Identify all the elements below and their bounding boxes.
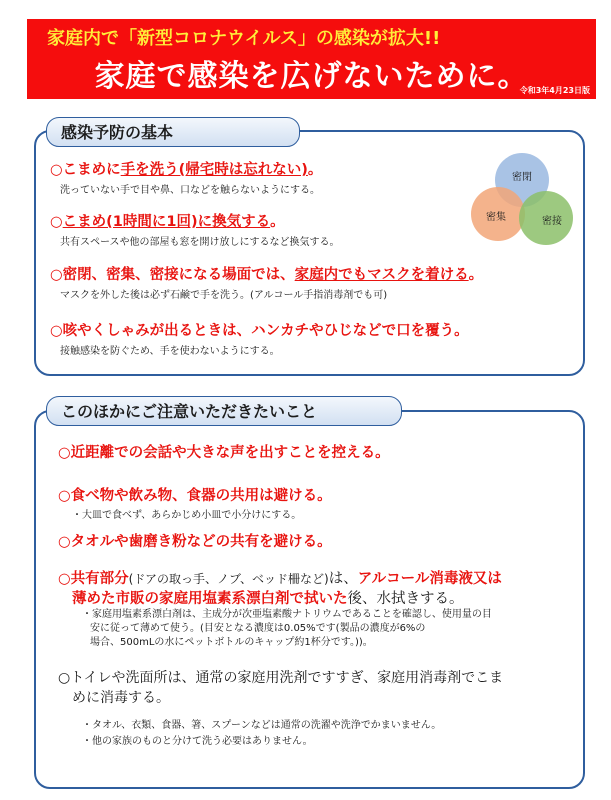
item-tableware: ○食べ物や飲み物、食器の共用は避ける。 [58,488,332,504]
section1-heading: 感染予防の基本 [46,117,300,147]
item-mask-note: マスクを外した後は必ず石鹸で手を洗う。(アルコール手指消毒剤でも可) [60,290,388,301]
item-ventilation-note: 共有スペースや他の部屋も窓を開け放しにするなど換気する。 [60,237,340,248]
item-shared-surfaces-line1: ○共有部分(ドアの取っ手、ノブ、ベッド柵など)は、アルコール消毒液又は [58,571,502,587]
header-banner [27,19,596,99]
section2-heading: このほかにご注意いただきたいこと [46,396,402,426]
venn-label-closed: 密閉 [512,172,532,183]
item-handwash: ○こまめに手を洗う(帰宅時は忘れない)。 [50,162,323,178]
item-cough-note: 接触感染を防ぐため、手を使わないようにする。 [60,346,280,357]
banner-title: 家庭で感染を広げないために。 [94,59,529,94]
item-towel: ○タオルや歯磨き粉などの共有を避ける。 [58,534,332,550]
item-cough: ○咳やくしゃみが出るときは、ハンカチやひじなどで口を覆う。 [50,323,469,339]
item-distance: ○近距離での会話や大きな声を出すことを控える。 [58,445,390,461]
three-cs-venn-diagram [460,148,580,248]
item-ventilation: ○こまめ(1時間に1回)に換気する。 [50,214,285,230]
item-toilet-line1: ○トイレや洗面所は、通常の家庭用洗剤ですすぎ、家庭用消毒剤でこま [58,670,504,686]
bleach-note-line1: ・家庭用塩素系漂白剤は、主成分が次亜塩素酸ナトリウムであることを確認し、使用量の目 [82,609,492,620]
banner-date: 令和3年4月23日版 [519,86,590,95]
bleach-note-line3: 場合、500mLの水にペットボトルのキャップ約1杯分です。))。 [90,637,373,648]
banner-subtitle: 家庭内で「新型コロナウイルス」の感染が拡大!! [47,28,441,49]
item-shared-surfaces-line2: 薄めた市販の家庭用塩素系漂白剤で拭いた後、水拭きする。 [72,591,464,607]
item-mask: ○密閉、密集、密接になる場面では、家庭内でもマスクを着ける。 [50,267,484,283]
item-handwash-note: 洗っていない手で目や鼻、口などを触らないようにする。 [60,185,320,196]
laundry-note-1: ・タオル、衣類、食器、箸、スプーンなどは通常の洗濯や洗浄でかまいません。 [82,720,442,731]
venn-label-crowded: 密集 [486,212,506,223]
bleach-note-line2: 安に従って薄めて使う。(目安となる濃度は0.05%です(製品の濃度が6%の [90,623,426,634]
laundry-note-2: ・他の家族のものと分けて洗う必要はありません。 [82,736,313,747]
item-tableware-note: ・大皿で食べず、あらかじめ小皿で小分けにする。 [72,510,302,521]
venn-label-close-contact: 密接 [542,216,562,227]
item-toilet-line2: めに消毒する。 [72,690,170,706]
